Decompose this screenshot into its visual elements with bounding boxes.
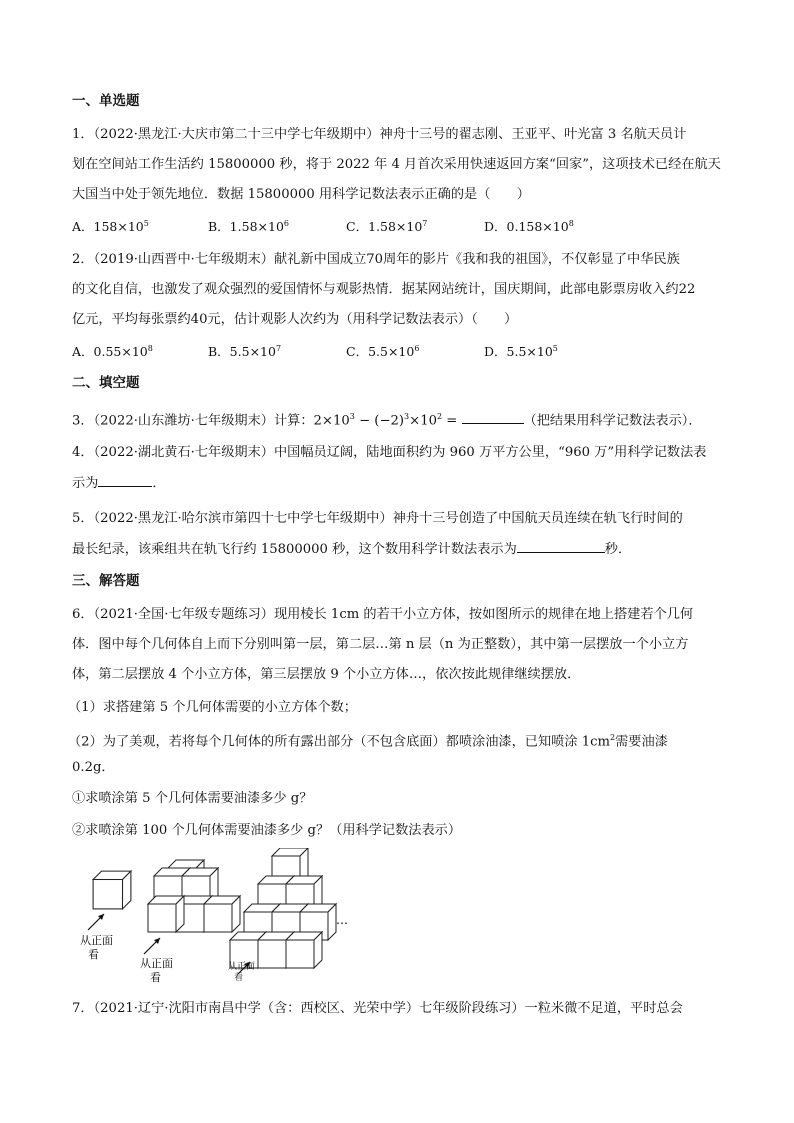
view-label-3 — [228, 962, 255, 984]
option-exponent: 6 — [283, 218, 289, 228]
cube-figure-3 — [230, 848, 348, 974]
question-text: 的文化自信，也激发了观众强烈的爱国情怀与观影热情．据某网站统计，国庆期间，此部电影票房收入约22 — [72, 282, 696, 297]
question-text: 大国当中处于领先地位．数据 15800000 用科学记数法表示正确的是（ ） — [72, 187, 530, 202]
view-label: 看 — [234, 973, 244, 983]
question-text: 0.2g． — [72, 760, 115, 775]
cube-figure-2 — [140, 860, 240, 983]
question-text: ． — [152, 476, 166, 491]
ellipsis: … — [336, 913, 348, 927]
option-exponent: 7 — [275, 343, 282, 353]
view-label: 从正面 — [80, 934, 113, 947]
question-text-line — [72, 540, 631, 559]
question-text: 3．（2022·山东潍坊·七年级期末）计算： — [72, 413, 314, 429]
question-text: 需要油漆 — [615, 734, 668, 750]
answer-blank[interactable] — [517, 540, 605, 553]
math-exponent: 2 — [436, 412, 443, 421]
question-text: 亿元，平均每张票约40元，估计观影人次约为（用科学记数法表示）（ ） — [72, 312, 518, 327]
section-heading-fill-blank: 二、填空题 — [72, 375, 140, 391]
question-text: 体．图中每个几何体自上而下分别叫第一层，第二层…第 n 层（n 为正整数），其中第一层摆放一个小立方 — [72, 637, 689, 652]
option-exponent: 6 — [414, 343, 420, 353]
math-expression: − (−2) — [354, 413, 405, 429]
cube-figure-1 — [80, 871, 131, 961]
question-text-line — [72, 474, 166, 493]
section-heading-problem-solving: 三、解答题 — [72, 573, 140, 589]
question-text: （把结果用科学记数法表示）． — [523, 413, 702, 429]
option-a — [72, 217, 149, 235]
cube-stack-figure — [70, 848, 370, 983]
question-text: 最长纪录，该乘组共在轨飞行约 15800000 秒，这个数用科学计数法表示为 — [72, 542, 517, 557]
sub-item-2: ②求喷涂第 100 个几何体需要油漆多少 g？（用科学记数法表示） — [72, 823, 462, 838]
view-label: 从正面 — [228, 962, 256, 972]
question-text: （2）为了美观，若将每个几何体的所有露出部分（不包含底面）都喷涂油漆，已知喷涂 1cm — [68, 734, 610, 750]
question-7: 7．（2021·辽宁·沈阳市南昌中学（含：西校区、光荣中学）七年级阶段练习）一粒米微不足道，平时总会 — [72, 1001, 683, 1016]
answer-blank[interactable] — [462, 411, 524, 424]
math-expression: = — [442, 413, 462, 429]
answer-blank[interactable] — [98, 474, 152, 487]
view-label: 看 — [150, 971, 161, 983]
math-expression: 2×10 — [313, 413, 350, 429]
option-b — [208, 342, 281, 360]
math-expression: ×10 — [409, 413, 437, 429]
question-text: 示为 — [72, 476, 99, 491]
question-text: 5．（2022·黑龙江·哈尔滨市第四十七中学七年级期中）神舟十三号创造了中国航天员连续在轨飞行时间的 — [72, 511, 683, 526]
option-exponent: 8 — [568, 218, 574, 228]
question-text: 6．（2021·全国·七年级专题练习）现用棱长 1cm 的若干小立方体，按如图所示的规律在地上搭建若个几何 — [72, 607, 694, 622]
option-text: A．0.55×10 — [72, 344, 148, 359]
option-exponent: 5 — [143, 218, 149, 228]
question-text: 4．（2022·湖北黄石·七年级期末）中国幅员辽阔，陆地面积约为 960 万平方公里，“960 万”用科学记数法表 — [72, 445, 707, 460]
math-exponent: 2 — [610, 733, 616, 742]
sub-question-1: （1）求搭建第 5 个几何体需要的小立方体个数； — [68, 700, 357, 715]
option-c — [346, 342, 419, 360]
question-text: 体，第二层摆放 4 个小立方体，第三层摆放 9 个小立方体…，依次按此规律继续摆放． — [72, 667, 581, 682]
math-exponent: 3 — [404, 412, 410, 421]
view-label: 看 — [88, 948, 99, 961]
sub-question-2 — [68, 729, 668, 751]
option-exponent: 8 — [147, 343, 153, 353]
option-text: B．1.58×10 — [208, 219, 284, 234]
option-text: D．5.5×10 — [484, 344, 553, 359]
math-exponent: 3 — [349, 412, 355, 421]
option-text: A．158×10 — [72, 219, 144, 234]
option-text: C．1.58×10 — [346, 219, 423, 234]
question-text: 2．（2019·山西晋中·七年级期末）献礼新中国成立70周年的影片《我和我的祖国》，不仅彰显了中华民族 — [72, 252, 680, 267]
question-3 — [72, 408, 702, 430]
question-text: 划在空间站工作生活约 15800000 秒，将于 2022 年 4 月首次采用快速返回方案“回家”，这项技术已经在航天 — [72, 157, 721, 172]
option-d — [484, 217, 574, 235]
section-heading-single-choice: 一、单选题 — [72, 93, 140, 109]
option-c — [346, 217, 427, 235]
option-text: D．0.158×10 — [484, 219, 569, 234]
option-b — [208, 217, 289, 235]
option-d — [484, 342, 558, 360]
question-text: 1．（2022·黑龙江·大庆市第二十三中学七年级期中）神舟十三号的翟志刚、王亚平、叶光富 3 名航天员计 — [72, 127, 687, 142]
option-exponent: 5 — [552, 343, 558, 353]
view-label: 从正面 — [140, 957, 173, 970]
option-exponent: 7 — [422, 218, 428, 228]
question-text: 秒． — [604, 542, 632, 557]
option-a — [72, 342, 153, 360]
sub-item-1: ①求喷涂第 5 个几何体需要油漆多少 g？ — [72, 791, 313, 806]
option-text: B．5.5×10 — [208, 344, 276, 359]
option-text: C．5.5×10 — [346, 344, 415, 359]
